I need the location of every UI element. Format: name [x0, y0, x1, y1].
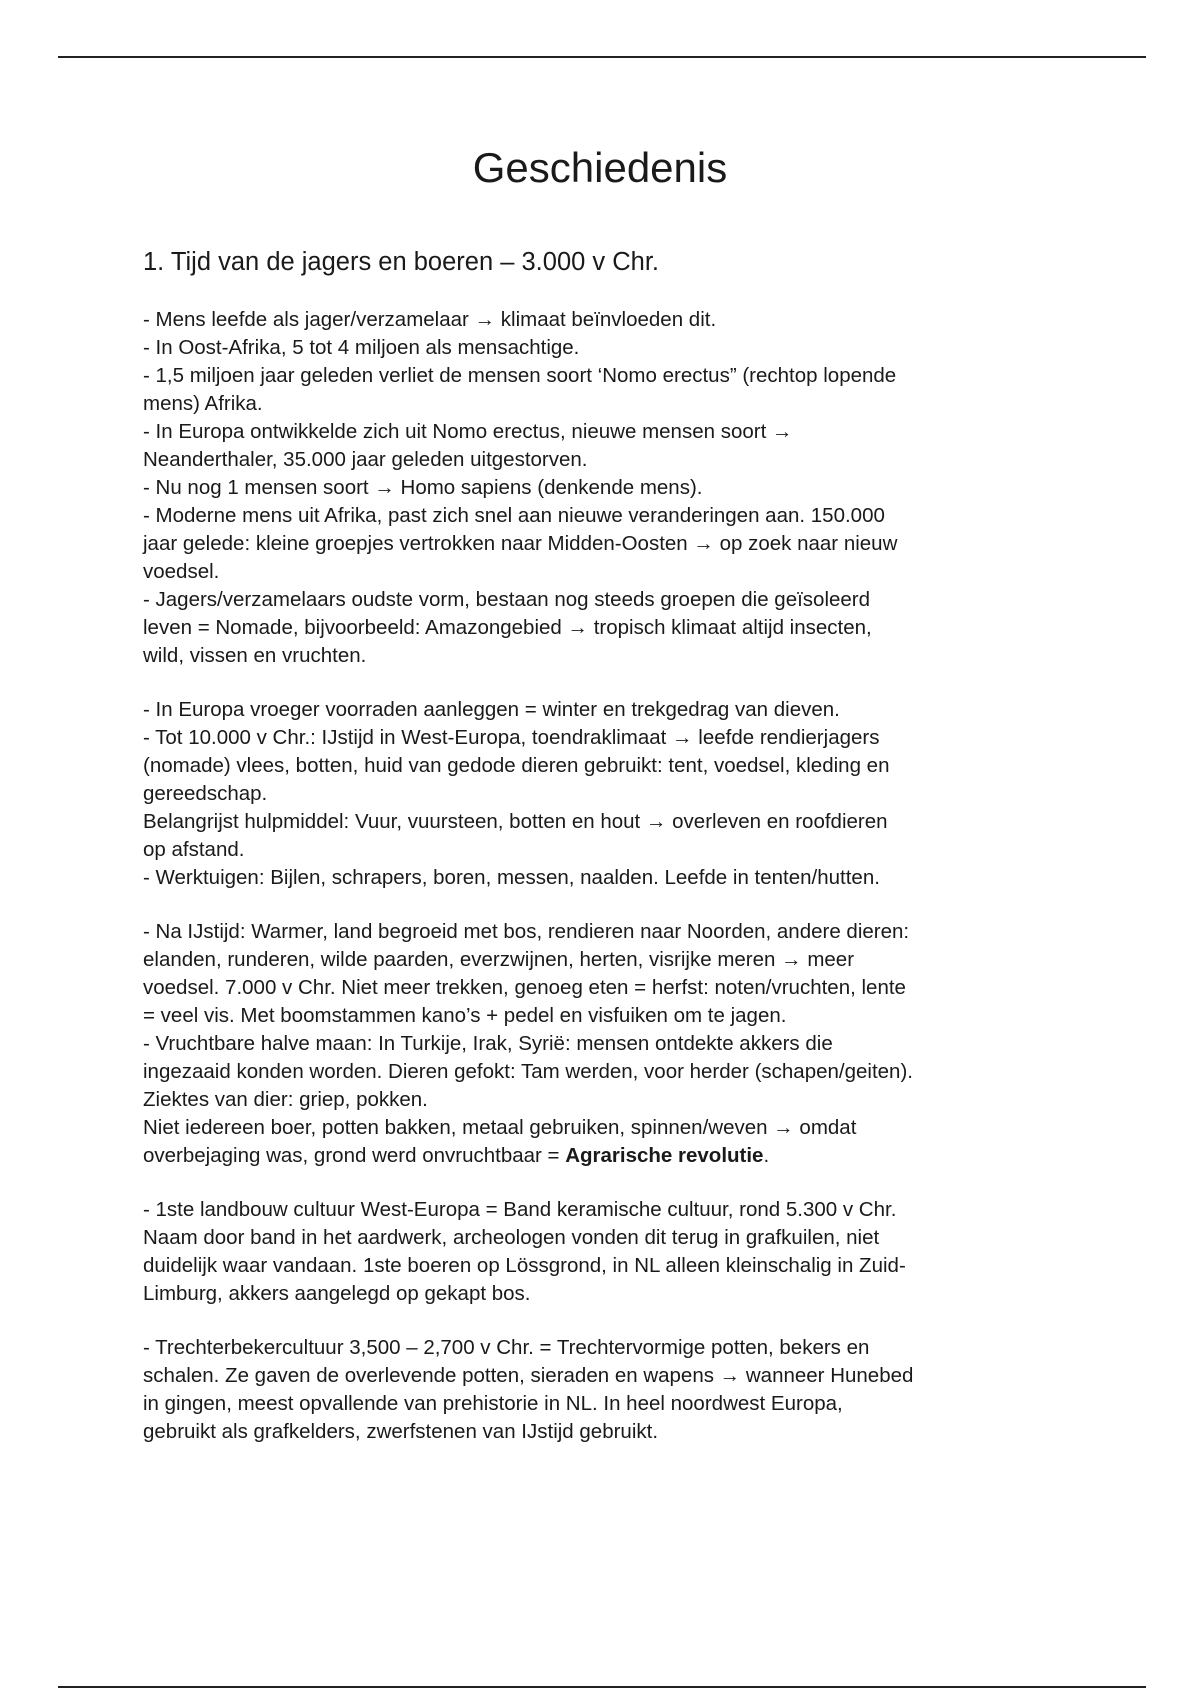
- text-segment: .: [763, 1144, 770, 1167]
- text-line: Limburg, akkers aangelegd op gekapt bos.: [143, 1282, 531, 1305]
- text-line: voedsel.: [143, 560, 220, 583]
- text-line: Belangrijst hulpmiddel: Vuur, vuursteen, botten en hout → overleven en roofdieren: [143, 810, 888, 833]
- text-line: - 1,5 miljoen jaar geleden verliet de mensen soort ‘Nomo erectus” (rechtop lopende: [143, 364, 897, 387]
- paragraph-5: [143, 1334, 1063, 1446]
- text-line: in gingen, meest opvallende van prehistorie in NL. In heel noordwest Europa,: [143, 1392, 843, 1415]
- text-line: - Moderne mens uit Afrika, past zich snel aan nieuwe veranderingen aan. 150.000: [143, 504, 885, 527]
- bottom-rule: [58, 1686, 1146, 1688]
- text-line: - 1ste landbouw cultuur West-Europa = Band keramische cultuur, rond 5.300 v Chr.: [143, 1198, 897, 1221]
- text-line: - Tot 10.000 v Chr.: IJstijd in West-Europa, toendraklimaat → leefde rendierjagers: [143, 726, 880, 749]
- text-line: leven = Nomade, bijvoorbeeld: Amazongebied → tropisch klimaat altijd insecten,: [143, 616, 872, 639]
- text-line: wild, vissen en vruchten.: [143, 644, 367, 667]
- text-line: schalen. Ze gaven de overlevende potten, sieraden en wapens → wanneer Hunebed: [143, 1364, 914, 1387]
- text-line: mens) Afrika.: [143, 392, 263, 415]
- text-line: Niet iedereen boer, potten bakken, metaal gebruiken, spinnen/weven → omdat: [143, 1116, 857, 1139]
- text-line: - In Europa vroeger voorraden aanleggen = winter en trekgedrag van dieven.: [143, 698, 840, 721]
- text-line: duidelijk waar vandaan. 1ste boeren op Lössgrond, in NL alleen kleinschalig in Zuid-: [143, 1254, 906, 1277]
- text-line: - Jagers/verzamelaars oudste vorm, bestaan nog steeds groepen die geïsoleerd: [143, 588, 871, 611]
- page-title: Geschiedenis: [472, 144, 728, 191]
- text-line: - Werktuigen: Bijlen, schrapers, boren, messen, naalden. Leefde in tenten/hutten.: [143, 866, 880, 889]
- text-line: ingezaaid konden worden. Dieren gefokt: Tam werden, voor herder (schapen/geiten).: [143, 1060, 913, 1083]
- text-line: - Trechterbekercultuur 3,500 – 2,700 v Chr. = Trechtervormige potten, bekers en: [143, 1336, 870, 1359]
- paragraph-3: [143, 918, 1063, 1170]
- paragraph-1: [143, 306, 1063, 670]
- text-line: gereedschap.: [143, 782, 268, 805]
- text-line: (nomade) vlees, botten, huid van gedode dieren gebruikt: tent, voedsel, kleding en: [143, 754, 890, 777]
- text-line: - Mens leefde als jager/verzamelaar → klimaat beïnvloeden dit.: [143, 308, 717, 331]
- text-line: - In Europa ontwikkelde zich uit Nomo erectus, nieuwe mensen soort →: [143, 420, 793, 443]
- text-line: jaar gelede: kleine groepjes vertrokken naar Midden-Oosten → op zoek naar nieuw: [143, 532, 898, 555]
- text-line: Naam door band in het aardwerk, archeologen vonden dit terug in grafkuilen, niet: [143, 1226, 880, 1249]
- text-line: gebruikt als grafkelders, zwerfstenen van IJstijd gebruikt.: [143, 1420, 659, 1443]
- text-line: elanden, runderen, wilde paarden, everzwijnen, herten, visrijke meren → meer: [143, 948, 855, 971]
- text-line: op afstand.: [143, 838, 245, 861]
- text-segment: overbejaging was, grond werd onvruchtbaar =: [143, 1144, 566, 1167]
- bold-term: Agrarische revolutie: [565, 1144, 764, 1167]
- text-line: = veel vis. Met boomstammen kano’s + pedel en visfuiken om te jagen.: [143, 1004, 787, 1027]
- text-line: voedsel. 7.000 v Chr. Niet meer trekken, genoeg eten = herfst: noten/vruchten, lente: [143, 976, 906, 999]
- document-body: [143, 244, 1063, 1472]
- section-heading: 1. Tijd van de jagers en boeren – 3.000 v Chr.: [143, 248, 660, 276]
- paragraph-2: [143, 696, 1063, 892]
- top-rule: [58, 56, 1146, 58]
- text-line: Ziektes van dier: griep, pokken.: [143, 1088, 428, 1111]
- text-line: - Vruchtbare halve maan: In Turkije, Irak, Syrië: mensen ontdekte akkers die: [143, 1032, 833, 1055]
- paragraph-4: [143, 1196, 1063, 1308]
- text-line: - Na IJstijd: Warmer, land begroeid met bos, rendieren naar Noorden, andere dieren:: [143, 920, 910, 943]
- text-line: - Nu nog 1 mensen soort → Homo sapiens (denkende mens).: [143, 476, 703, 499]
- text-line: - In Oost-Afrika, 5 tot 4 miljoen als mensachtige.: [143, 336, 580, 359]
- text-line: Neanderthaler, 35.000 jaar geleden uitgestorven.: [143, 448, 588, 471]
- text-line: [143, 1142, 1063, 1170]
